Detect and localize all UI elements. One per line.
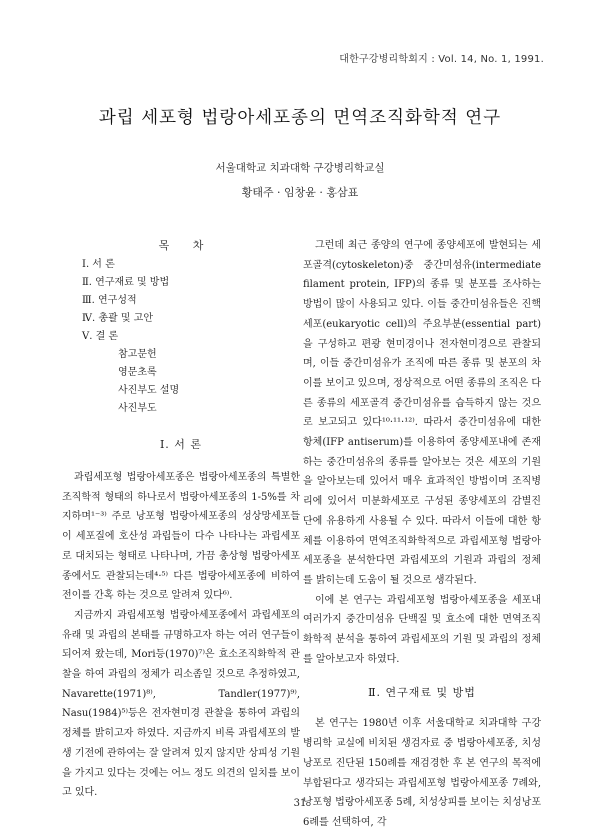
paragraph: 과립세포형 법랑아세포종은 법랑아세포종의 특별한 조직학적 형태의 하나로서 법랑아세포종의 1-5%를 차지하며¹⁻³⁾ 주로 낭포형 법랑아세포종의 성상망세포들이 세포질에 호산성 과립들이 다수 나타나는 과립세포로 대치되는 형태로 나타나며, 가끔 총상형 법랑아세포종에서도 관찰되는데⁴·⁵⁾ 다른 법랑아세포종에 비하여 전이를 간혹 하는 것으로 알려져 있다⁶⁾.	[62, 472, 300, 602]
toc-item: Ⅲ. 연구성적	[82, 295, 137, 306]
toc-item: 사진부도 설명	[118, 385, 180, 396]
page-title: 과립 세포형 법랑아세포종의 면역조직화학적 연구	[98, 108, 502, 128]
right-column	[303, 236, 541, 833]
paragraph: 본 연구는 1980년 이후 서울대학교 치과대학 구강병리학 교실에 비치된 생검자료 중 법랑아세포종, 치성낭포로 진단된 150례를 재검경한 후 본 연구의 목적에 부합된다고 생각되는 과립세포형 법랑아세포종 7례와, 낭포형 법랑아세포종 5례, 치성상피를 보이는 치성낭포 6례를 선택하여, 각	[303, 718, 541, 828]
section-heading-introduction: Ⅰ. 서 론	[159, 438, 203, 451]
paragraph: 지금까지 과립세포형 법랑아세포종에서 과립세포의 유래 및 과립의 본태를 규명하고자 하는 여러 연구들이 되어져 왔는데, Mori등(1970)⁷⁾은 효소조직화학적 관찰을 하여 과립의 정체가 리소좀일 것으로 추정하였고, Navarette(1971)⁸⁾, Tandler(1977)⁹⁾, Nasu(1984)⁵⁾등은 전자현미경 관찰을 통하여 과립의 정체를 밝히고자 하였다. 지금까지 비록 과립세포의 발생 기전에 관하여는 잘 알려져 있지 않지만 상피성 기원을 가지고 있다는 것에는 어느 정도 의견의 일치를 보이고 있다.	[62, 609, 300, 799]
paragraph: 이에 본 연구는 과립세포형 법랑아세포종을 세포내 여러가지 중간미섬유 단백질 및 효소에 대한 면역조직화학적 분석을 통하여 과립세포의 기원 및 과립의 정체를 알아보고자 하였다.	[303, 594, 541, 665]
toc-item: 영문초록	[118, 367, 157, 378]
page-number: 31	[293, 798, 307, 809]
toc-item: Ⅱ. 연구재료 및 방법	[82, 277, 170, 288]
affiliation: 서울대학교 치과대학 구강병리학교실	[215, 162, 385, 174]
running-head: 대한구강병리학회지 : Vol. 14, No. 1, 1991.	[339, 54, 544, 65]
authors: 황태주 · 임창윤 · 홍삼표	[241, 186, 359, 199]
toc-item: Ⅳ. 총괄 및 고안	[82, 313, 154, 324]
toc-item: 참고문헌	[118, 349, 157, 360]
toc-item: Ⅰ. 서 론	[82, 259, 115, 270]
toc-item: Ⅴ. 결 론	[82, 331, 119, 342]
table-of-contents	[62, 256, 300, 418]
section-heading-methods: Ⅱ. 연구재료 및 방법	[368, 686, 476, 700]
toc-heading: 목 차	[158, 239, 214, 252]
toc-item: 사진부도	[118, 403, 157, 414]
paragraph: 그런데 최근 종양의 연구에 종양세포에 발현되는 세포골격(cytoskeleton)중 중간미섬유(intermediate filament protein, IFP)의 종류 및 분포를 조사하는 방법이 많이 사용되고 있다. 이들 중간미섬유들은 진핵세포(eukaryotic cell)의 주요부분(essential part)을 구성하고 편광 현미경이나 전자현미경으로 관찰되며, 이들 중간미섬유가 조직에 따른 종류 및 분포의 차이를 보이고 있으며, 정상적으로 어떤 종류의 조직은 다른 종류의 세포골격 중간미섬유를 습득하지 않는 것으로 보고되고 있다¹⁰·¹¹·¹²⁾. 따라서 중간미섬유에 대한 항체(IFP antiserum)를 이용하여 종양세포내에 존재하는 중간미섬유의 종류를 알아보는 것은 세포의 기원을 알아보는데 있어서 매우 효과적인 방법이며 조직병리에 있어서 미분화세포로 구성된 종양세포의 감별진단에 유용하게 사용될 수 있다. 따라서 이들에 대한 항체를 이용하여 면역조직화학적으로 과립세포형 법랑아세포종을 분석한다면 과립세포의 기원과 과립의 정체를 밝히는데 도움이 될 것으로 생각된다.	[303, 240, 541, 586]
left-column	[62, 236, 300, 803]
